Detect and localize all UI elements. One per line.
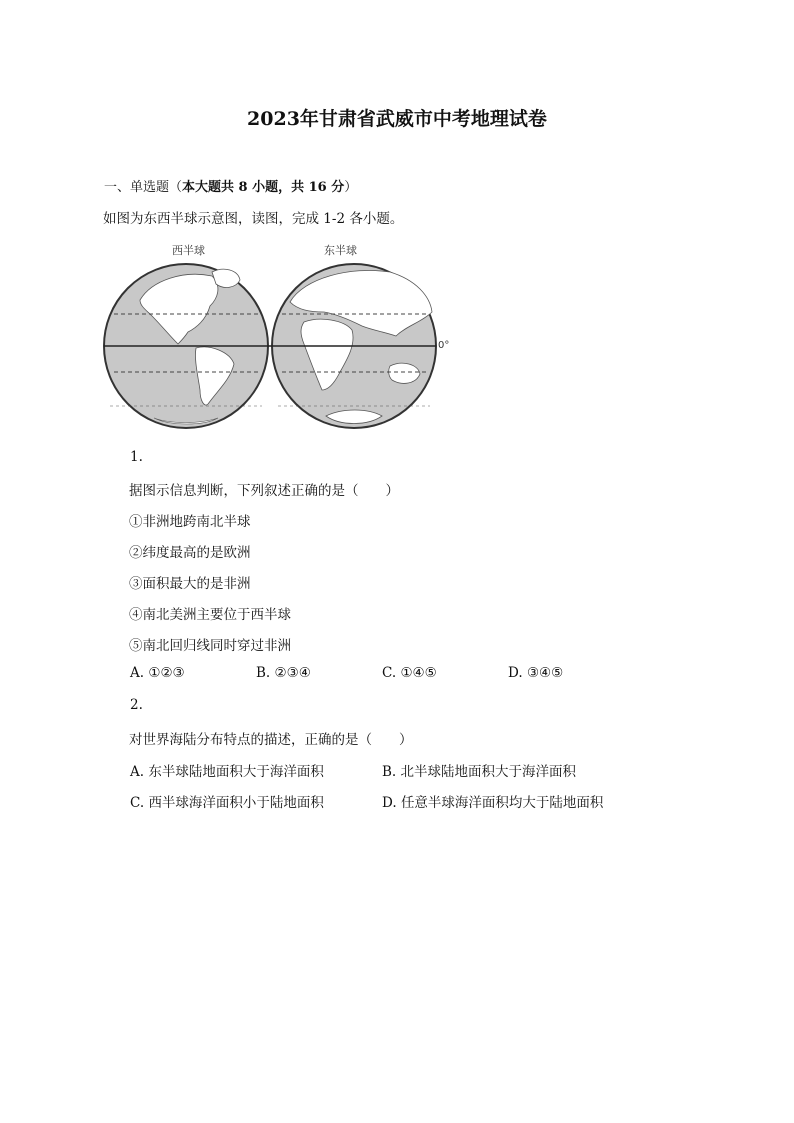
option-label: A.: [130, 665, 145, 681]
question-intro: 如图为东西半球示意图，读图，完成 1-2 各小题。: [103, 211, 404, 227]
option-label: B.: [256, 665, 271, 681]
question-1-stem: 据图示信息判断，下列叙述正确的是（ ）: [129, 483, 399, 499]
option-label: D.: [508, 665, 523, 681]
question-2-option-d[interactable]: [382, 791, 603, 811]
question-1-option-d[interactable]: [508, 665, 563, 681]
option-text: ②③④: [274, 665, 311, 681]
question-2-option-b[interactable]: [382, 760, 576, 780]
hemisphere-map-figure: [100, 240, 456, 430]
question-1-option-b[interactable]: [256, 665, 311, 681]
option-text: 任意半球海洋面积均大于陆地面积: [400, 795, 604, 811]
option-label: C.: [382, 665, 397, 681]
question-1-statement: ⑤南北回归线同时穿过非洲: [129, 638, 291, 654]
west-hemisphere-label: 西半球: [172, 244, 205, 257]
section-heading-prefix: 一、单选题（: [104, 180, 183, 195]
option-text: 东半球陆地面积大于海洋面积: [148, 764, 324, 780]
question-1-number: 1.: [130, 449, 143, 465]
option-text: ①②③: [148, 665, 185, 681]
option-text: ③④⑤: [526, 665, 564, 681]
question-1-statement: ④南北美洲主要位于西半球: [129, 607, 291, 623]
question-1-statement: ①非洲地跨南北半球: [129, 514, 251, 530]
question-2-option-a[interactable]: [130, 760, 324, 780]
question-1-statement: ②纬度最高的是欧洲: [129, 545, 251, 561]
option-label: A.: [130, 764, 145, 780]
question-1-option-a[interactable]: [130, 665, 185, 681]
option-label: B.: [382, 764, 397, 780]
section-heading: [104, 176, 357, 195]
page-title: 2023年甘肃省武威市中考地理试卷: [247, 108, 547, 130]
question-2-option-c[interactable]: [130, 791, 324, 811]
section-heading-count: 本大题共 8 小题，共 16 分: [182, 180, 345, 195]
east-hemisphere-label: 东半球: [324, 244, 357, 257]
option-label: D.: [382, 795, 397, 811]
question-2-number: 2.: [130, 697, 143, 713]
question-1-option-c[interactable]: [382, 665, 437, 681]
question-2-stem: 对世界海陆分布特点的描述，正确的是（ ）: [129, 732, 413, 748]
option-label: C.: [130, 795, 145, 811]
option-text: ①④⑤: [400, 665, 437, 681]
question-1-statement: ③面积最大的是非洲: [129, 576, 251, 592]
equator-label: 0°: [438, 340, 450, 351]
option-text: 北半球陆地面积大于海洋面积: [400, 764, 577, 780]
section-heading-suffix: ）: [344, 180, 358, 195]
option-text: 西半球海洋面积小于陆地面积: [148, 795, 324, 811]
